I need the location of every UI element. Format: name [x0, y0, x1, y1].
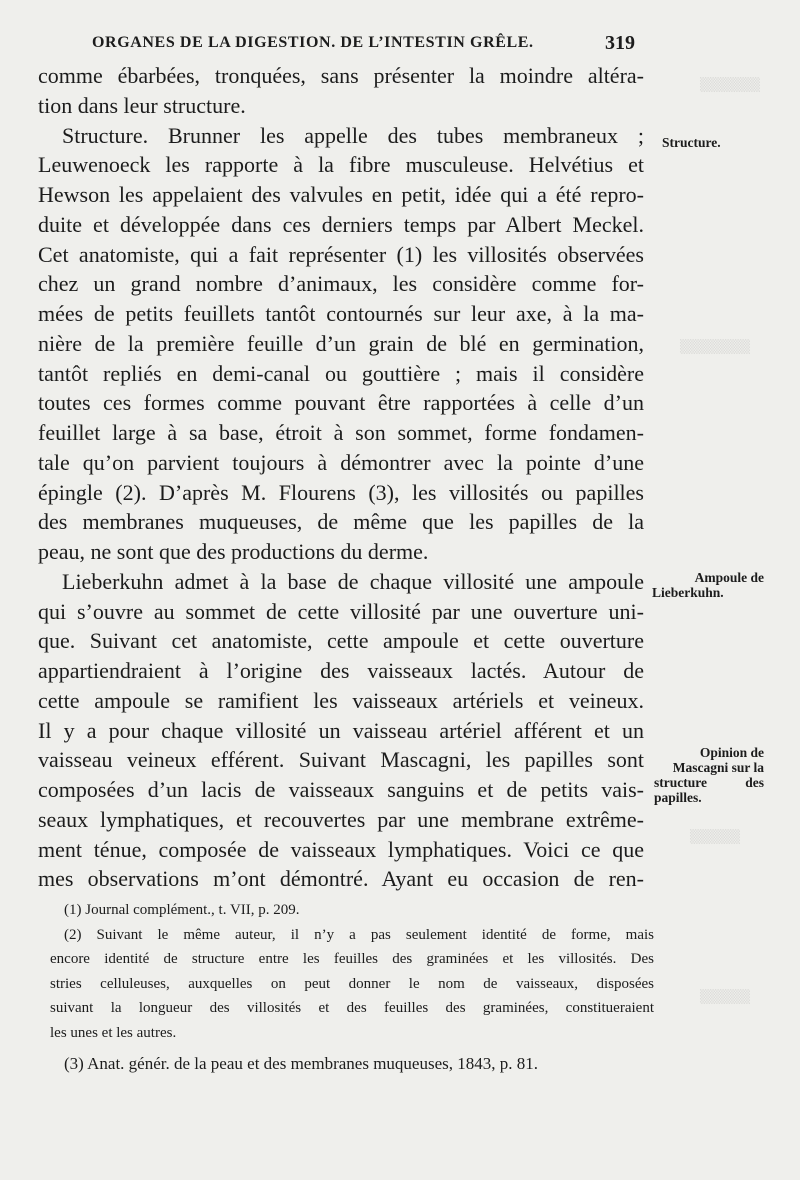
show-through-text: ▒▒▒▒▒	[690, 830, 740, 845]
text-line: comme ébarbées, tronquées, sans présenter la moindre altéra-	[38, 63, 644, 88]
margin-note-line: Structure.	[662, 135, 721, 150]
text-line: tion dans leur structure.	[38, 92, 246, 118]
text-line: seaux lymphatiques, et recouvertes par une membrane extrême-	[38, 806, 644, 832]
text-line: composées d’un lacis de vaisseaux sanguins et de petits vais-	[38, 777, 644, 802]
text-line: feuillet large à sa base, étroit à son sommet, forme fondamen-	[38, 420, 644, 445]
footnote-line: (2) Suivant le même auteur, il n’y a pas seulement identité de forme, mais	[64, 926, 654, 943]
text-line: Cet anatomiste, qui a fait représenter (1) les villosités observées	[38, 241, 644, 267]
text-line: appartiendraient à l’origine des vaisseaux lactés. Autour de	[38, 658, 644, 683]
show-through-text: ▒▒▒▒▒▒	[700, 78, 760, 93]
footnotes	[50, 898, 654, 1076]
text-line: que. Suivant cet anatomiste, cette ampoule et cette ouverture	[38, 628, 644, 654]
text-line: mes observations m’ont démontré. Ayant eu occasion de ren-	[38, 866, 644, 892]
text-line: Structure. Brunner les appelle des tubes membraneux ;	[62, 122, 644, 148]
text-line: cette ampoule se ramifient les vaisseaux artériels et veineux.	[38, 687, 644, 713]
text-line: tale qu’on parvient toujours à démontrer avec la pointe d’une	[38, 449, 644, 475]
main-text	[38, 61, 644, 894]
text-line: épingle (2). D’après M. Flourens (3), les villosités ou papilles	[38, 479, 644, 505]
margin-note-ampoule	[652, 570, 764, 600]
margin-note-opinion	[654, 745, 764, 805]
text-line: qui s’ouvre au sommet de cette villosité par une ouverture uni-	[38, 598, 644, 624]
margin-note-line: structure des	[654, 775, 764, 790]
margin-note-line: Lieberkuhn.	[652, 585, 724, 600]
margin-note-line: Ampoule de	[694, 570, 764, 585]
text-line: des membranes muqueuses, de même que les papilles de la	[38, 509, 644, 535]
text-line: Lieberkuhn admet à la base de chaque villosité une ampoule	[62, 568, 644, 594]
text-line: mées de petits feuillets tantôt contournés sur leur axe, à la ma-	[38, 301, 644, 326]
footnote-line: stries celluleuses, auxquelles on peut donner le nom de vaisseaux, disposées	[50, 975, 654, 992]
text-line: ment ténue, composée de vaisseaux lymphatiques. Voici ce que	[38, 836, 644, 862]
text-line: duite et développée dans ces derniers temps par Albert Meckel.	[38, 211, 644, 237]
margin-note-line: papilles.	[654, 790, 702, 805]
text-line: peau, ne sont que des productions du derme.	[38, 539, 429, 564]
text-line: tantôt repliés en demi-canal ou gouttière ; mais il considère	[38, 360, 644, 386]
margin-note-structure	[662, 135, 721, 150]
show-through-text: ▒▒▒▒▒▒▒	[680, 340, 750, 355]
text-line: Leuwenoeck les rapporte à la fibre musculeuse. Helvétius et	[38, 152, 644, 178]
chapter-title: ORGANES DE LA DIGESTION. DE L’INTESTIN GRÊLE.	[92, 34, 534, 51]
text-line: vaisseau veineux efférent. Suivant Mascagni, les papilles sont	[38, 747, 644, 773]
text-line: chez un grand nombre d’animaux, les considère comme for-	[38, 271, 644, 297]
margin-note-line: Mascagni sur la	[672, 760, 764, 775]
text-line: nière de la première feuille d’un grain de blé en germination,	[38, 330, 644, 356]
footnote-line: (3) Anat. génér. de la peau et des membranes muqueuses, 1843, p. 81.	[64, 1053, 538, 1073]
margin-note-line: Opinion de	[699, 745, 764, 760]
footnote-line: suivant la longueur des villosités et des feuilles des graminées, constitueraient	[50, 1000, 654, 1017]
footnote-line: les unes et les autres.	[50, 1024, 177, 1041]
text-line: toutes ces formes comme pouvant être rapportées à celle d’un	[38, 390, 644, 416]
page-number: 319	[605, 32, 635, 54]
text-line: Hewson les appelaient des valvules en petit, idée qui a été repro-	[38, 182, 644, 207]
running-head	[0, 32, 800, 58]
show-through-text: ▒▒▒▒▒	[700, 990, 750, 1005]
text-line: Il y a pour chaque villosité un vaisseau artériel afférent et un	[38, 717, 644, 743]
footnote-line: encore identité de structure entre les feuilles des graminées et les villosités. Des	[50, 951, 654, 968]
footnote-line: (1) Journal complément., t. VII, p. 209.	[64, 902, 300, 918]
